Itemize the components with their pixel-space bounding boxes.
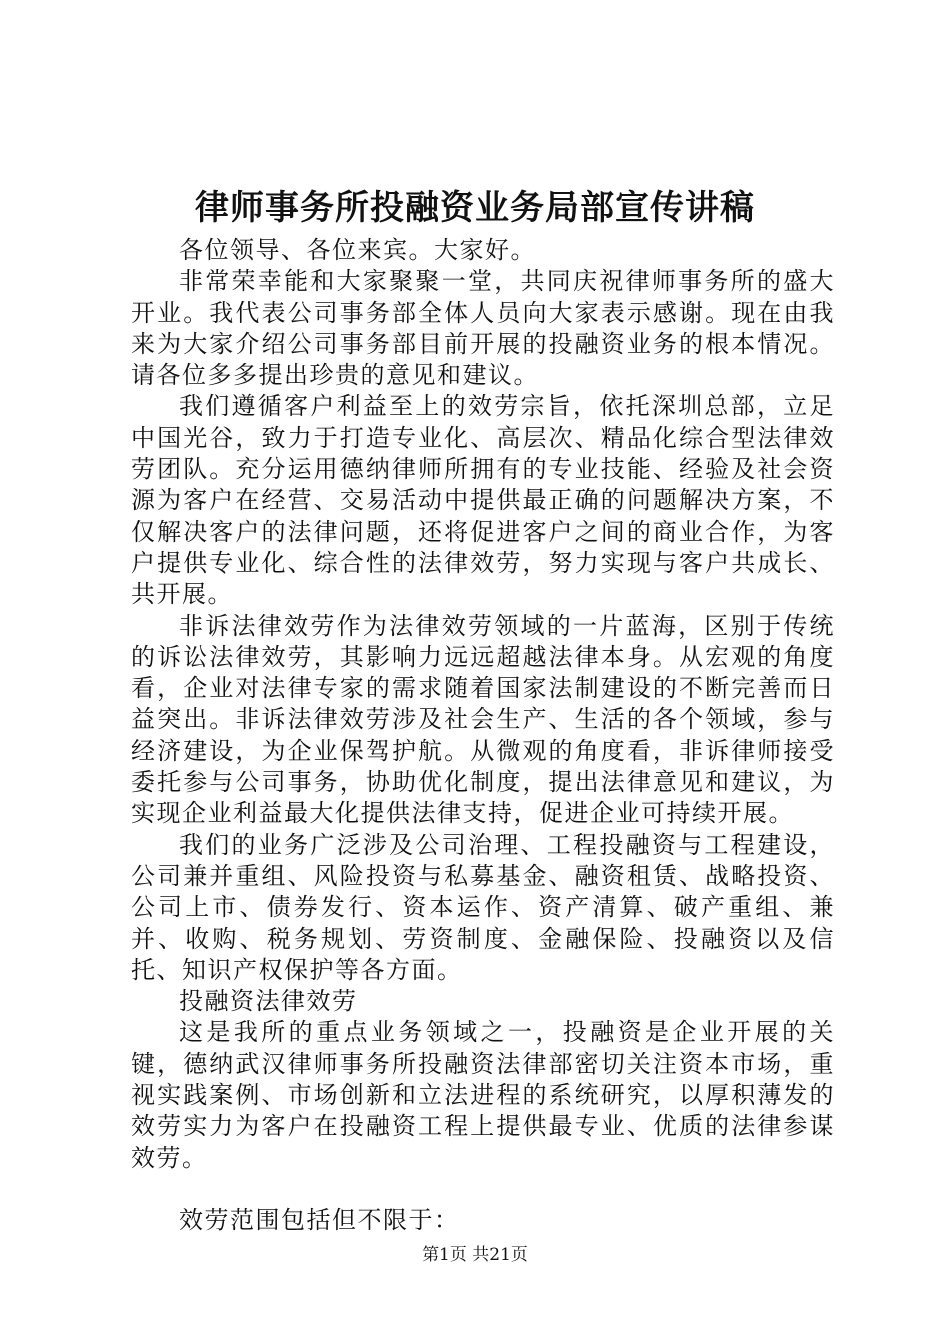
business-scope-paragraph: 我们的业务广泛涉及公司治理、工程投融资与工程建设，公司兼并重组、风险投资与私募基金、融资租赁、战略投资、公司上市、债券发行、资本运作、资产清算、破产重组、兼并、收购、税务规划、劳资制度、金融保险、投融资以及信托、知识产权保护等各方面。 [131, 830, 835, 984]
document-body [131, 235, 835, 1236]
opening-paragraph: 非常荣幸能和大家聚聚一堂，共同庆祝律师事务所的盛大开业。我代表公司事务部全体人员向大家表示感谢。现在由我来为大家介绍公司事务部目前开展的投融资业务的根本情况。请各位多多提出珍贵的意见和建议。 [131, 267, 835, 390]
non-litigation-paragraph: 非诉法律效劳作为法律效劳领域的一片蓝海，区别于传统的诉讼法律效劳，其影响力远远超越法律本身。从宏观的角度看，企业对法律专家的需求随着国家法制建设的不断完善而日益突出。非诉法律效劳涉及社会生产、生活的各个领域，参与经济建设，为企业保驾护航。从微观的角度看，非诉律师接受委托参与公司事务，协助优化制度，提出法律意见和建议，为实现企业利益最大化提供法律支持，促进企业可持续开展。 [131, 611, 835, 828]
service-philosophy-paragraph: 我们遵循客户利益至上的效劳宗旨，依托深圳总部，立足中国光谷，致力于打造专业化、高层次、精品化综合型法律效劳团队。充分运用德纳律师所拥有的专业技能、经验及社会资源为客户在经营、交易活动中提供最正确的问题解决方案，不仅解决客户的法律问题，还将促进客户之间的商业合作，为客户提供专业化、综合性的法律效劳，努力实现与客户共成长、共开展。 [131, 392, 835, 609]
investment-focus-paragraph: 这是我所的重点业务领域之一，投融资是企业开展的关键，德纳武汉律师事务所投融资法律部密切关注资本市场，重视实践案例、市场创新和立法进程的系统研究，以厚积薄发的效劳实力为客户在投融资工程上提供最专业、优质的法律参谋效劳。 [131, 1018, 835, 1172]
document-title: 律师事务所投融资业务局部宣传讲稿 [195, 188, 755, 228]
greeting-paragraph: 各位领导、各位来宾。大家好。 [179, 236, 536, 264]
section-heading-investment-legal-services: 投融资法律效劳 [179, 987, 358, 1016]
page-number: 第1页 共21页 [422, 1245, 528, 1265]
service-range-intro: 效劳范围包括但不限于： [179, 1205, 460, 1234]
